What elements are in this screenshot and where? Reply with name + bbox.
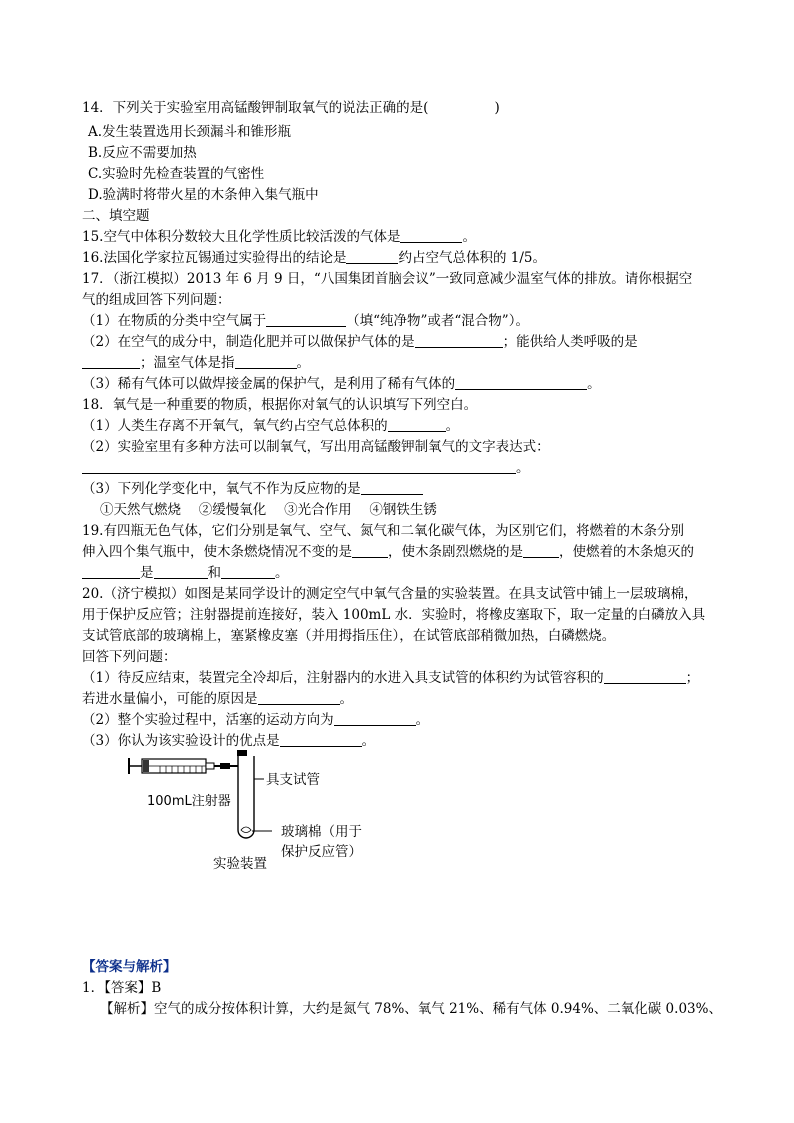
q20-line2: 用于保护反应管；注射器提前连接好，装入 100mL 水．实验时，将橡皮塞取下，取一定量的白磷放入具 [82,607,706,623]
apparatus-diagram [120,746,400,876]
q14-option-c: C.实验时先检查装置的气密性 [88,166,265,182]
q19-line3: 是 和 。 [82,564,289,583]
glass-wool-label-2: 保护反应管） [281,844,362,860]
glass-wool-label-1: 玻璃棉（用于 [281,824,362,840]
section-heading: 二、填空题 [82,208,150,224]
q20-line3: 支试管底部的玻璃棉上，塞紧橡皮塞（并用拇指压住），在试管底部稍微加热，白磷燃烧。 [82,628,616,644]
q17-part2: （2）在空气的成分中，制造化肥并可以做保护气体的是 ；能供给人类呼吸的是 [82,334,638,350]
answer-1: 1．【答案】B [82,980,162,996]
q17-part3: （3）稀有气体可以做焊接金属的保护气，是利用了稀有气体的 。 [82,376,601,392]
syringe [129,758,214,774]
q14-stem: 14．下列关于实验室用高锰酸钾制取氧气的说法正确的是( ) [82,100,500,116]
q19-line2: 伸入四个集气瓶中，使木条燃烧情况不变的是 ，使木条剧烈燃烧的是 ，使燃着的木条熄灭的 [82,544,694,560]
q20-part1: （1）待反应结束，装置完全冷却后，注射器内的水进入具支试管的体积约为试管容积的 ； [82,670,700,686]
q20-line1: 20.（济宁模拟）如图是某同学设计的测定空气中氧气含量的实验装置。在具支试管中铺上一层玻璃棉， [82,586,698,602]
q17-part1: （1）在物质的分类中空气属于 （填“纯净物”或者“混合物”）。 [82,313,529,329]
q17-part2-cont: ；温室气体是指 。 [82,354,310,373]
q18-part1: （1）人类生存离不开氧气，氧气约占空气总体积的 。 [82,418,460,434]
q14-option-b: B.反应不需要加热 [88,145,197,161]
q19-line1: 19.有四瓶无色气体，它们分别是氧气、空气、氮气和二氧化碳气体，为区别它们，将燃着的木条分别 [82,523,684,539]
q18-part3: （3）下列化学变化中，氧气不作为反应物的是 [82,480,423,499]
q18-part2: （2）实验室里有多种方法可以制氧气，写出用高锰酸钾制氧气的文字表达式： [82,439,550,455]
connecting-tube [214,763,238,769]
q20-part1-cont: 若进水量偏小，可能的原因是 。 [82,691,353,707]
q20-prompt: 回答下列问题： [82,649,177,665]
q17-stem-line1: 17．（浙江模拟）2013 年 6 月 9 日，“八国集团首脑会议”一致同意减少温室气体的排放。请你根据空 [82,271,693,287]
q18-part2-answer-line: 。 [82,459,530,478]
q14-option-d: D.验满时将带火星的木条伸入集气瓶中 [88,187,319,203]
q16-stem: 16.法国化学家拉瓦锡通过实验得出的结论是 约占空气总体积的 1/5。 [82,250,547,266]
side-arm-test-tube [237,750,254,838]
syringe-label: 100mL注射器 [147,794,231,809]
analysis-1: 【解析】空气的成分按体积计算，大约是氮气 78%、氧气 21%、稀有气体 0.94%、二氧化碳 0.03%、 [100,1001,722,1017]
side-arm-tube-label: 具支试管 [266,772,320,788]
q17-stem-line2: 气的组成回答下列问题： [82,292,231,308]
q14-option-a: A.发生装置选用长颈漏斗和锥形瓶 [88,124,292,140]
q18-part3-choices: ①天然气燃烧 ②缓慢氧化 ③光合作用 ④钢铁生锈 [100,502,437,518]
q20-part2: （2）整个实验过程中，活塞的运动方向为 。 [82,712,430,728]
answers-heading: 【答案与解析】 [82,959,177,975]
apparatus-caption: 实验装置 [213,856,267,872]
q15-stem: 15.空气中体积分数较大且化学性质比较活泼的气体是 。 [82,229,476,245]
q20-part3: （3）你认为该实验设计的优点是 。 [82,733,376,749]
q18-stem: 18．氧气是一种重要的物质，根据你对氧气的认识填写下列空白。 [82,397,478,413]
